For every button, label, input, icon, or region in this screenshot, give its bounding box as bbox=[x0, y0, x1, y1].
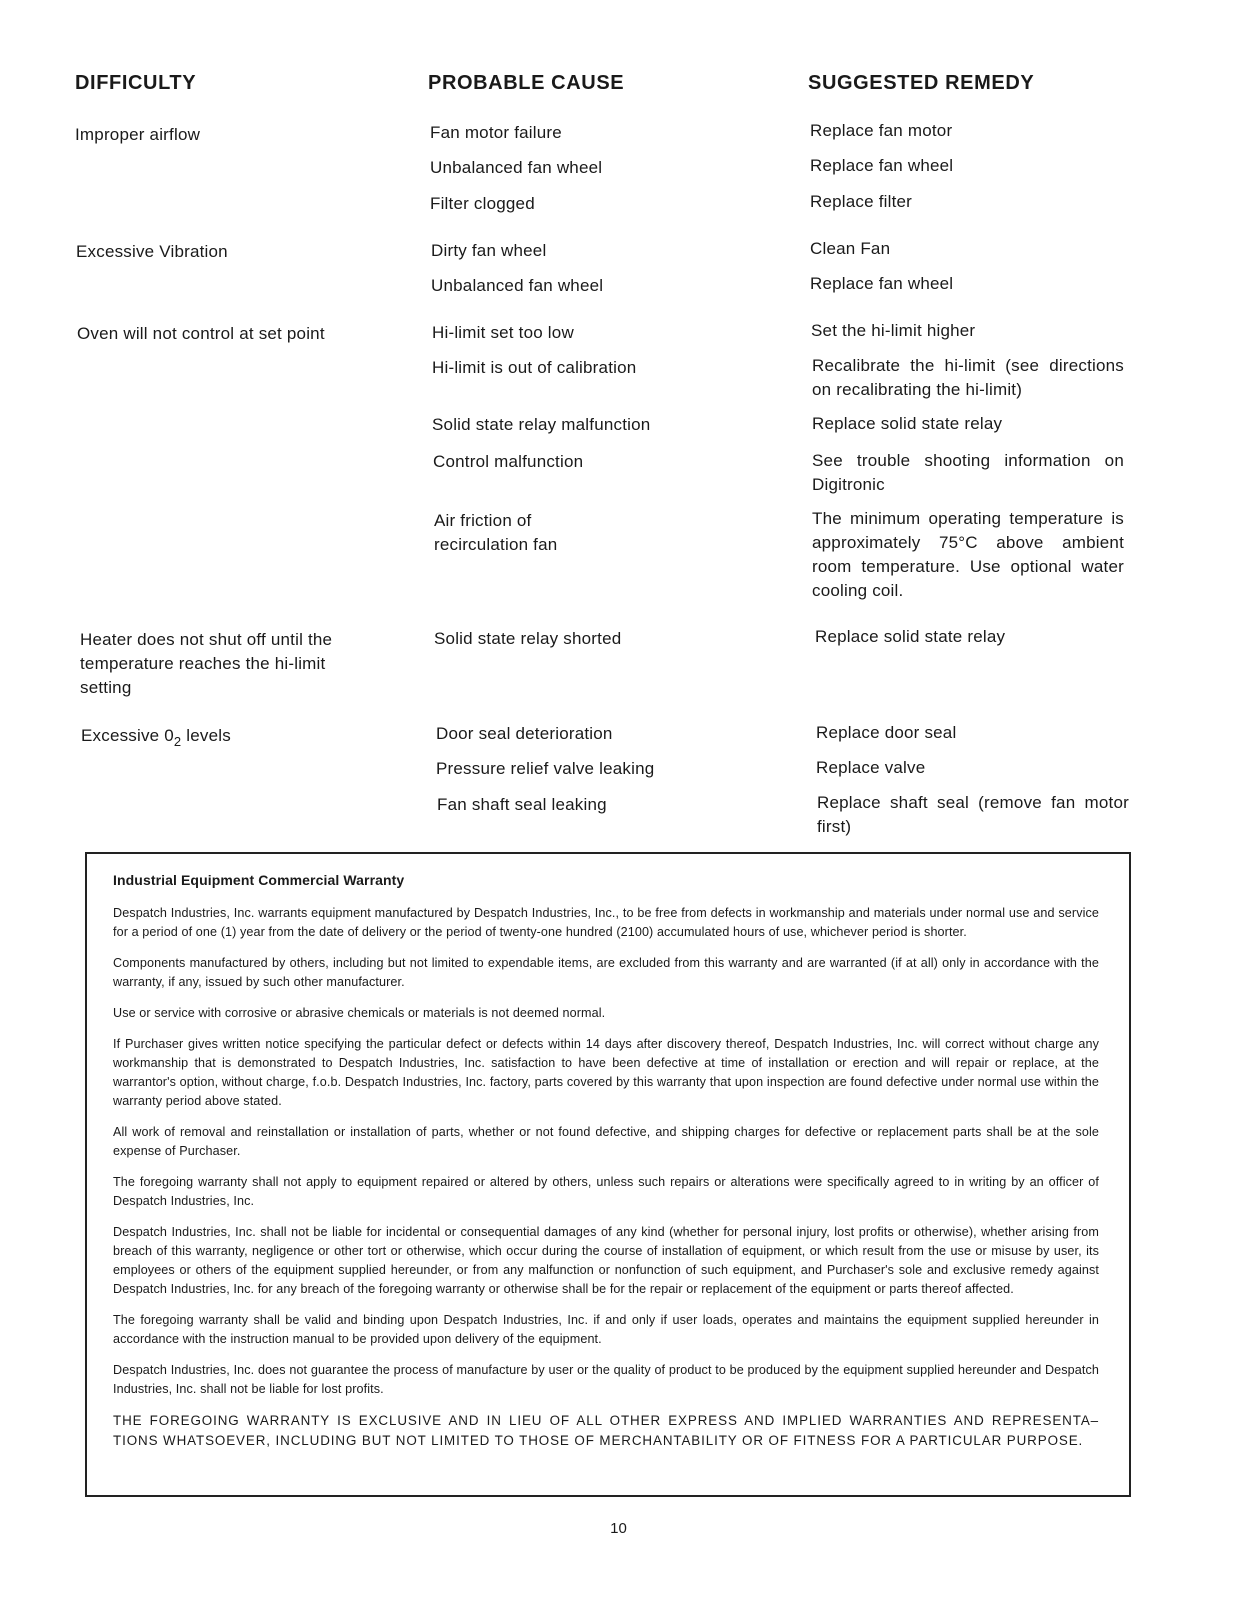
cause-text: Fan shaft seal leaking bbox=[437, 795, 607, 814]
subscript-two: 2 bbox=[173, 734, 182, 749]
difficulty-text: Oven will not control at set point bbox=[77, 324, 325, 343]
cause-text: Solid state relay shorted bbox=[434, 629, 622, 648]
probable-cause-column-header: PROBABLE CAUSE bbox=[428, 72, 625, 94]
cause-text: Air friction of recirculation fan bbox=[434, 511, 558, 554]
remedy-text: Replace shaft seal (remove fan motor first) bbox=[817, 793, 1129, 836]
difficulty-prefix: Excessive 0 bbox=[81, 726, 174, 745]
warranty-paragraph: Despatch Industries, Inc. shall not be liable for incidental or consequential damages of any kind (whether for personal injury, lost profits or otherwise), whether arising from breach of this warranty, negligence or other tort or otherwise, which occur during the course of installation of equipment, or which result from the use or misuse by user, its employees or others of the equipment supplied hereunder, or from any malfunction or nonfunction of such equipment, and Purchaser's sole and exclusive remedy against Despatch Industries, Inc. for any breach of the foregoing warranty or otherwise shall be for the repair or replacement of the equipment or parts thereof affected. bbox=[113, 1225, 1099, 1296]
cause-text: Hi-limit is out of calibration bbox=[432, 358, 637, 377]
warranty-paragraph: All work of removal and reinstallation or installation of parts, whether or not found defective, and shipping charges for defective or replacement parts shall be at the sole expense of Purchaser. bbox=[113, 1125, 1099, 1158]
cause-text: Door seal deterioration bbox=[436, 724, 613, 743]
remedy-text: Replace valve bbox=[816, 758, 926, 777]
difficulty-text: Improper airflow bbox=[75, 125, 201, 144]
difficulty-column-header: DIFFICULTY bbox=[75, 72, 197, 94]
remedy-text: The minimum operating temperature is approximately 75°C above ambient room temperature. Use optional water cooling coil. bbox=[812, 509, 1124, 600]
page-number: 10 bbox=[610, 1520, 627, 1537]
warranty-title: Industrial Equipment Commercial Warranty bbox=[113, 872, 405, 888]
warranty-paragraph: If Purchaser gives written notice specifying the particular defect or defects within 14 days after discovery thereof, Despatch Industries, Inc. will correct without charge any workmanship that is demonstrated to Despatch Industries, Inc. satisfaction to have been defective at time of installation or erection and will repair or replace, at the warrantor's option, without charge, f.o.b. Despatch Industries, Inc. factory, parts covered by this warranty that upon inspection are found defective under normal use within the warranty period above stated. bbox=[113, 1037, 1099, 1108]
remedy-text: Replace solid state relay bbox=[815, 627, 1006, 646]
difficulty-text: Heater does not shut off until the temperature reaches the hi-limit setting bbox=[80, 630, 333, 697]
warranty-paragraph: Despatch Industries, Inc. warrants equipment manufactured by Despatch Industries, Inc., to be free from defects in workmanship and materials under normal use and service for a period of one (1) year from the date of delivery or the period of twenty-one hundred (2100) accumulated hours of use, whichever period is shorter. bbox=[113, 906, 1099, 939]
difficulty-text: Excessive Vibration bbox=[76, 242, 228, 261]
cause-text: Hi-limit set too low bbox=[432, 323, 574, 342]
difficulty-text bbox=[81, 724, 381, 754]
cause-text: Dirty fan wheel bbox=[431, 241, 547, 260]
cause-text: Filter clogged bbox=[430, 194, 535, 213]
remedy-text: Recalibrate the hi-limit (see directions on recalibrating the hi-limit) bbox=[812, 356, 1124, 399]
warranty-paragraph: Components manufactured by others, including but not limited to expendable items, are excluded from this warranty and are warranted (if at all) only in accordance with the warranty, if any, issued by such other manufacturer. bbox=[113, 956, 1099, 989]
remedy-text: Replace fan wheel bbox=[810, 156, 954, 175]
warranty-box bbox=[85, 852, 1131, 1497]
cause-text: Control malfunction bbox=[433, 452, 584, 471]
remedy-text: Replace solid state relay bbox=[812, 414, 1003, 433]
cause-text: Pressure relief valve leaking bbox=[436, 759, 655, 778]
warranty-paragraph: The foregoing warranty shall be valid and binding upon Despatch Industries, Inc. if and only if user loads, operates and maintains the equipment supplied hereunder in accordance with the instruction manual to be provided upon delivery of the equipment. bbox=[113, 1313, 1099, 1346]
difficulty-suffix: levels bbox=[181, 726, 231, 745]
remedy-text: Replace filter bbox=[810, 192, 913, 211]
remedy-text: Clean Fan bbox=[810, 239, 891, 258]
cause-text: Fan motor failure bbox=[430, 123, 562, 142]
warranty-paragraph: Despatch Industries, Inc. does not guarantee the process of manufacture by user or the quality of product to be produced by the equipment supplied hereunder and Despatch Industries, Inc. shall not be liable for lost profits. bbox=[113, 1363, 1099, 1396]
remedy-text: Replace door seal bbox=[816, 723, 957, 742]
remedy-text: See trouble shooting information on Digitronic bbox=[812, 451, 1124, 494]
warranty-paragraph: Use or service with corrosive or abrasive chemicals or materials is not deemed normal. bbox=[113, 1006, 606, 1020]
suggested-remedy-column-header: SUGGESTED REMEDY bbox=[808, 72, 1035, 94]
remedy-text: Replace fan wheel bbox=[810, 274, 954, 293]
cause-text: Solid state relay malfunction bbox=[432, 415, 651, 434]
warranty-disclaimer: THE FOREGOING WARRANTY IS EXCLUSIVE AND IN LIEU OF ALL OTHER EXPRESS AND IMPLIED WARRANTIES AND REPRESENTA– TIONS WHATSOEVER, INCLUDING BUT NOT LIMITED TO THOSE OF MERCHANTABILITY OR OF FITNESS FOR A PARTICULAR PURPOSE. bbox=[113, 1413, 1099, 1448]
warranty-paragraph: The foregoing warranty shall not apply to equipment repaired or altered by others, unless such repairs or alterations were specifically agreed to in writing by an officer of Despatch Industries, Inc. bbox=[113, 1175, 1099, 1208]
remedy-text: Set the hi-limit higher bbox=[811, 321, 976, 340]
remedy-text: Replace fan motor bbox=[810, 121, 953, 140]
cause-text: Unbalanced fan wheel bbox=[431, 276, 604, 295]
cause-text: Unbalanced fan wheel bbox=[430, 158, 603, 177]
